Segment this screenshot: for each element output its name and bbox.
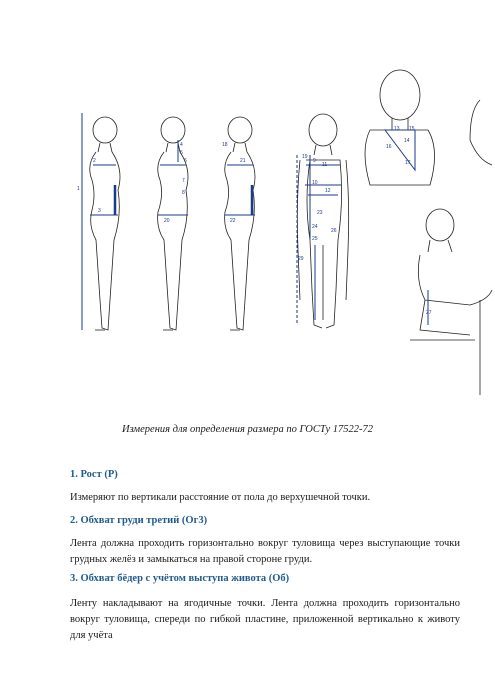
section-text-chest: Лента должна проходить горизонтально вокруг туловища через выступающие точки грудных желёз и замыкаться на правой стороне груди. xyxy=(70,538,460,565)
measure-label: 6 xyxy=(184,158,187,164)
figure-side-view-1 xyxy=(90,117,120,330)
measure-label: 12 xyxy=(325,188,331,194)
measure-label: 26 xyxy=(331,228,337,234)
measure-label: 7 xyxy=(182,178,185,184)
measure-label: 17 xyxy=(405,160,411,166)
measure-label: 21 xyxy=(240,158,246,164)
measure-label: 13 xyxy=(394,126,400,132)
measure-label: 14 xyxy=(404,138,410,144)
measure-label: 3 xyxy=(98,208,101,214)
measure-label: 27 xyxy=(426,310,432,316)
measure-label: 9 xyxy=(313,158,316,164)
measure-label: 5 xyxy=(180,150,183,156)
measure-label: 8 xyxy=(182,190,185,196)
figure-caption: Измерения для определения размера по ГОСТу 17522-72 xyxy=(122,424,373,435)
section-heading-chest: 2. Обхват груди третий (Ог3) xyxy=(70,515,208,526)
figure-back-view xyxy=(365,70,435,185)
measure-label: 19 xyxy=(302,154,308,160)
measure-label: 15 xyxy=(409,126,415,132)
measure-label: 24 xyxy=(312,224,318,230)
measure-label: 23 xyxy=(317,210,323,216)
measure-label: 11 xyxy=(322,162,328,168)
section-text-hips: Ленту накладывают на ягодичные точки. Лента должна проходить горизонтально вокруг туловища, спереди по гибкой пластине, приложенной вертикально к животу для учёта xyxy=(70,598,460,641)
measure-label: 20 xyxy=(164,218,170,224)
measure-label: 25 xyxy=(312,236,318,242)
measure-label: 4 xyxy=(180,142,183,148)
measure-label: 16 xyxy=(386,144,392,150)
measure-label: 18 xyxy=(222,142,228,148)
section-text-height: Измеряют по вертикали расстояние от пола до верхушечной точки. xyxy=(70,492,371,503)
figure-partial-edge xyxy=(470,100,492,395)
measure-label: 10 xyxy=(312,180,318,186)
measure-label: 29 xyxy=(298,256,304,262)
figure-front-view xyxy=(297,114,348,328)
measure-label: 2 xyxy=(93,158,96,164)
measure-label: 22 xyxy=(230,218,236,224)
section-heading-height: 1. Рост (Р) xyxy=(70,469,118,480)
measure-label: 1 xyxy=(77,186,80,192)
figure-side-view-2 xyxy=(158,117,188,330)
section-heading-hips: 3. Обхват бёдер с учётом выступа живота (Об) xyxy=(70,573,290,584)
